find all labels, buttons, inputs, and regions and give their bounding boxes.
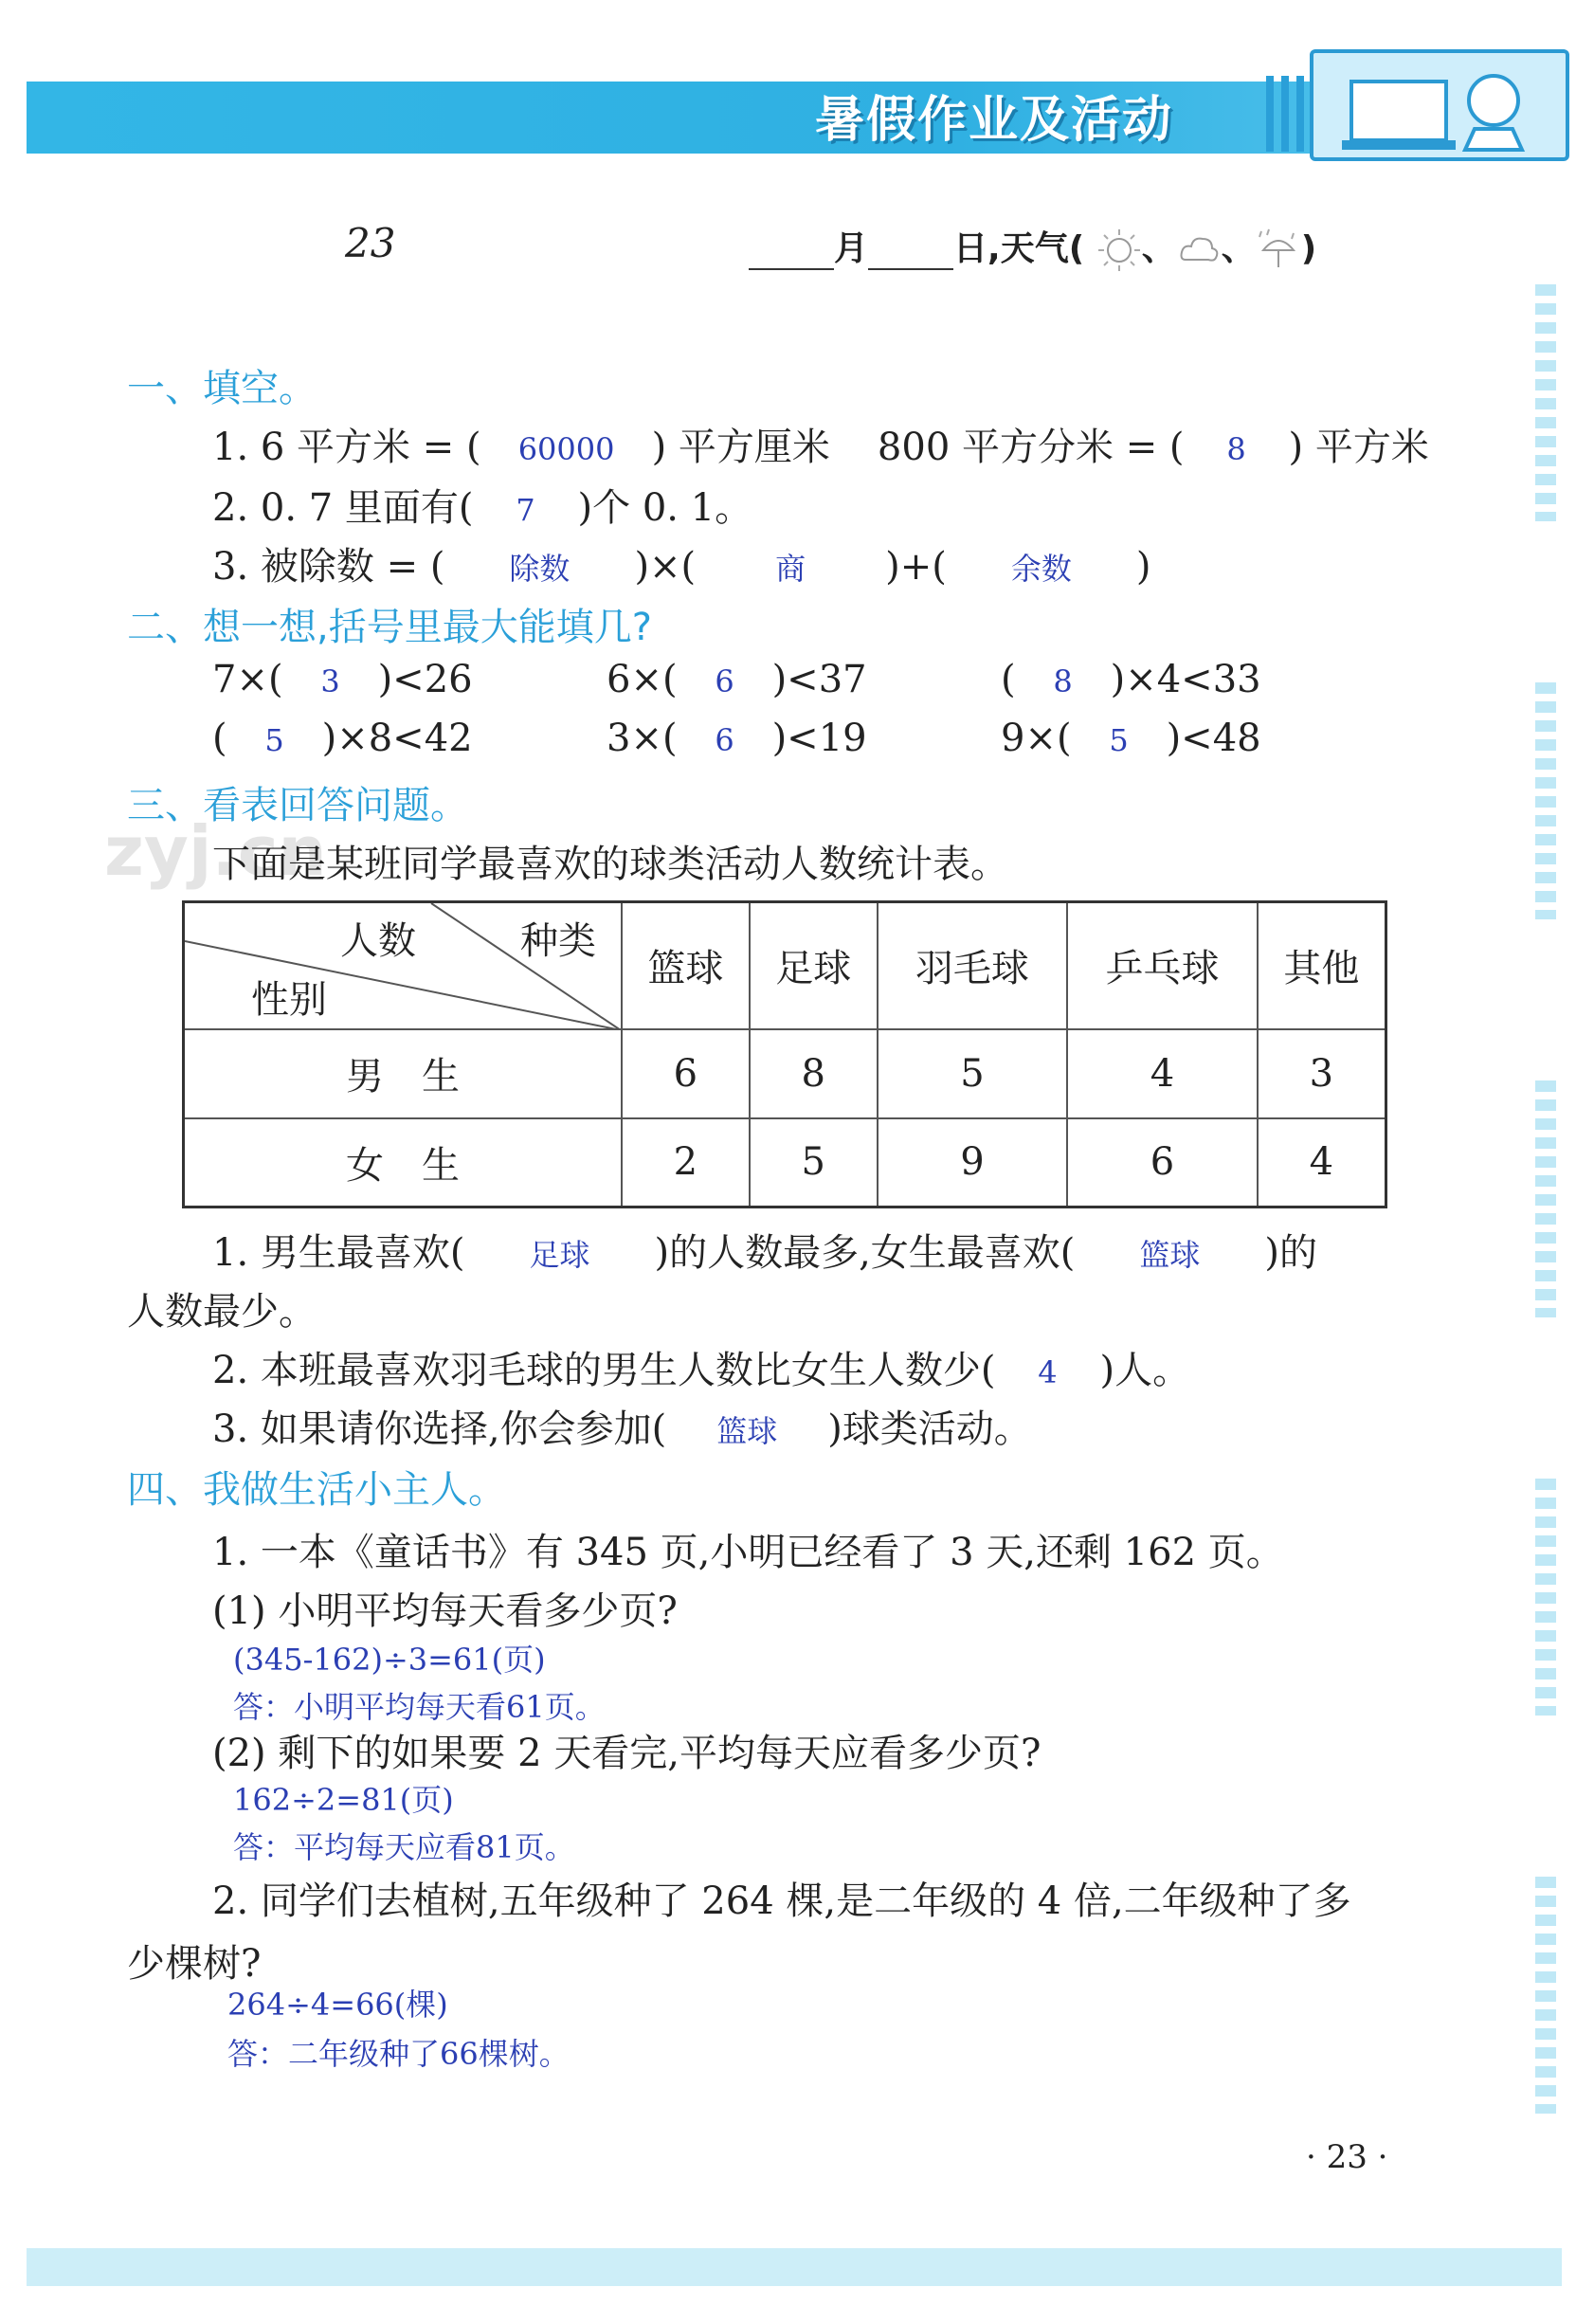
answer-4: 4 — [1038, 1354, 1058, 1390]
table-cell: 3 — [1258, 1029, 1386, 1118]
q-text: )人。 — [1099, 1349, 1191, 1392]
q-text: )个 0. 1。 — [577, 486, 753, 530]
table-cell: 5 — [750, 1118, 878, 1207]
q-text: 1. 男生最喜欢( — [212, 1231, 465, 1275]
table-row — [184, 1118, 1386, 1207]
header-divider — [1266, 76, 1274, 152]
section3-intro: 下面是某班同学最喜欢的球类活动人数统计表。 — [212, 843, 1008, 886]
q-text: )×( — [634, 545, 697, 589]
table-row — [184, 1029, 1386, 1118]
q2-answer: 答：二年级种了66棵树。 — [227, 2036, 570, 2072]
section1-q2 — [212, 478, 752, 532]
answer-7: 7 — [516, 492, 535, 528]
sub1-answer: 答：小明平均每天看61页。 — [233, 1689, 606, 1725]
q-text: ) 平方厘米 — [651, 426, 830, 469]
column-header: 足球 — [750, 902, 878, 1029]
header-divider — [1296, 76, 1304, 152]
cloudy-icon — [1176, 227, 1222, 273]
q-text: ) 平方米 — [1288, 426, 1429, 469]
section2-title: 二、想一想,括号里最大能填几? — [127, 606, 652, 649]
weather-sep: 、 — [1221, 229, 1256, 268]
column-header: 篮球 — [622, 902, 750, 1029]
q-text: 3×( — [607, 717, 678, 760]
month-label: 月 — [834, 229, 869, 268]
corner-top-right: 种类 — [520, 919, 596, 963]
weather-close: ) — [1300, 229, 1317, 268]
q-text: )球类活动。 — [827, 1407, 1032, 1451]
section3-q2 — [212, 1340, 1190, 1394]
side-decoration — [1535, 682, 1556, 919]
table-corner-cell — [184, 902, 623, 1029]
answer-quotient: 商 — [775, 551, 806, 587]
table-cell: 6 — [622, 1029, 750, 1118]
column-header: 乒乓球 — [1067, 902, 1258, 1029]
footer-band — [27, 2248, 1562, 2286]
section3-title: 三、看表回答问题。 — [127, 784, 468, 827]
inequality-item — [1001, 658, 1261, 701]
corner-top-left: 人数 — [340, 919, 416, 963]
q2-calc: 264÷4=66(棵) — [227, 1987, 448, 2023]
q-text: 2. 本班最喜欢羽毛球的男生人数比女生人数少( — [212, 1349, 996, 1392]
inequality-answer: 6 — [715, 722, 734, 758]
section4-q2: 2. 同学们去植树,五年级种了 264 棵,是二年级的 4 倍,二年级种了多 — [212, 1879, 1351, 1923]
answer-8: 8 — [1226, 431, 1246, 467]
section4-q1: 1. 一本《童话书》有 345 页,小明已经看了 3 天,还剩 162 页。 — [212, 1531, 1284, 1574]
answer-football: 足球 — [529, 1237, 590, 1273]
inequality-item — [212, 717, 473, 760]
page-number: · 23 · — [1306, 2138, 1388, 2176]
q-text: )<37 — [771, 658, 867, 701]
answer-60000: 60000 — [517, 431, 615, 467]
inequality-item — [607, 658, 867, 701]
section1-title: 一、填空。 — [127, 367, 317, 410]
q-text: ) — [1135, 545, 1151, 589]
corner-bottom: 性别 — [251, 978, 327, 1022]
q-text: )<26 — [377, 658, 473, 701]
inequality-item — [607, 717, 867, 760]
q-text: )的 — [1264, 1231, 1318, 1275]
q-text: )×8<42 — [321, 717, 473, 760]
watermark: zyj.cn — [104, 811, 327, 891]
sub2-calc: 162÷2=81(页) — [233, 1782, 454, 1818]
inequality-item — [1001, 717, 1261, 760]
q-text: 1. 6 平方米 = ( — [212, 426, 481, 469]
section3-q1 — [212, 1223, 1317, 1277]
side-decoration — [1535, 1877, 1556, 2114]
weather-sep: 、 — [1141, 229, 1176, 268]
section1-q1 — [212, 417, 1429, 471]
q-text: 3. 被除数 = ( — [212, 545, 445, 589]
section4-title: 四、我做生活小主人。 — [127, 1468, 506, 1512]
q-text: )×4<33 — [1110, 658, 1261, 701]
header-title: 暑假作业及活动 — [815, 92, 1174, 149]
q-text: 7×( — [212, 658, 283, 701]
answer-divisor: 除数 — [509, 551, 571, 587]
table-cell: 6 — [1067, 1118, 1258, 1207]
column-header: 羽毛球 — [878, 902, 1068, 1029]
header-divider — [1281, 76, 1289, 152]
answer-choice: 篮球 — [716, 1413, 778, 1449]
row-label: 男 生 — [184, 1029, 623, 1118]
rainy-icon — [1256, 227, 1301, 273]
q-text: 9×( — [1001, 717, 1072, 760]
table-cell: 2 — [622, 1118, 750, 1207]
section1-q3 — [212, 536, 1151, 590]
inequality-answer: 5 — [1109, 722, 1129, 758]
section4-q1-sub2: (2) 剩下的如果要 2 天看完,平均每天应看多少页? — [212, 1732, 1042, 1775]
section3-q1-line2: 人数最少。 — [127, 1290, 317, 1334]
q-text: 6×( — [607, 658, 678, 701]
q-text: )的人数最多,女生最喜欢( — [654, 1231, 1076, 1275]
sub1-calc: (345-162)÷3=61(页) — [233, 1642, 546, 1678]
table-cell: 9 — [878, 1118, 1068, 1207]
table-cell: 5 — [878, 1029, 1068, 1118]
side-decoration — [1535, 1479, 1556, 1716]
computer-illustration-icon — [1310, 49, 1569, 161]
q-text: 2. 0. 7 里面有( — [212, 486, 474, 530]
day-blank — [868, 229, 953, 270]
q-text: )+( — [885, 545, 947, 589]
inequality-answer: 6 — [715, 663, 734, 699]
section4-q2-line2: 少棵树? — [127, 1942, 262, 1986]
table-cell: 4 — [1258, 1118, 1386, 1207]
q-text: 3. 如果请你选择,你会参加( — [212, 1407, 667, 1451]
section4-q1-sub1: (1) 小明平均每天看多少页? — [212, 1589, 678, 1633]
table-cell: 8 — [750, 1029, 878, 1118]
weather-label: ,天气( — [987, 229, 1085, 268]
month-blank — [749, 229, 834, 270]
date-weather-line — [749, 222, 1316, 273]
q-text: ( — [212, 717, 227, 760]
inequality-answer: 8 — [1053, 663, 1073, 699]
day-label: 日 — [953, 229, 988, 268]
sub2-answer: 答：平均每天应看81页。 — [233, 1829, 575, 1865]
inequality-item — [212, 658, 473, 701]
section3-q3 — [212, 1399, 1032, 1453]
q-text: 800 平方分米 = ( — [877, 426, 1185, 469]
row-label: 女 生 — [184, 1118, 623, 1207]
side-decoration — [1535, 284, 1556, 521]
side-decoration — [1535, 1080, 1556, 1317]
q-text: ( — [1001, 658, 1016, 701]
q-text: )<19 — [771, 717, 867, 760]
inequality-answer: 5 — [264, 722, 284, 758]
q-text: )<48 — [1166, 717, 1261, 760]
inequality-answer: 3 — [320, 663, 340, 699]
answer-basketball: 篮球 — [1139, 1237, 1201, 1273]
table-cell: 4 — [1067, 1029, 1258, 1118]
ball-activity-table — [182, 900, 1387, 1208]
sunny-icon — [1096, 227, 1142, 273]
answer-remainder: 余数 — [1010, 551, 1072, 587]
column-header: 其他 — [1258, 902, 1386, 1029]
day-number: 23 — [345, 220, 396, 266]
